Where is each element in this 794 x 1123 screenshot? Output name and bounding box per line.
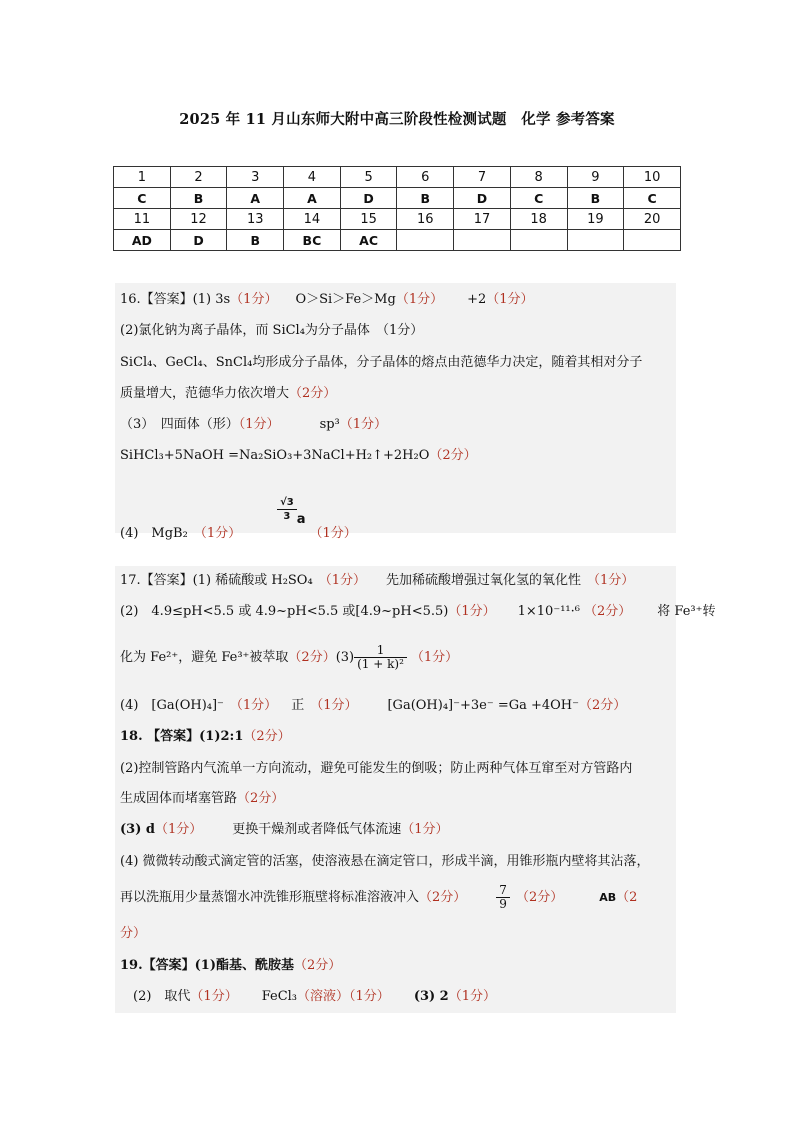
q17-part: (3) [335, 650, 355, 665]
answer-cell: D [170, 230, 227, 251]
q18-text: (2)控制管路内气流单一方向流动，避免可能发生的倒吸；防止两种气体互窜至对方管路内 [120, 761, 633, 776]
score: （2分） [289, 386, 337, 401]
question-number-cell: 4 [284, 167, 341, 188]
q18-text: 更换干燥剂或者降低气体流速 [232, 822, 402, 837]
question-number-cell: 12 [170, 209, 227, 230]
answer-cell: C [114, 188, 171, 209]
score: （1分） [230, 292, 278, 307]
answer-cell: B [170, 188, 227, 209]
answer-cell: AC [340, 230, 397, 251]
question-number-row [114, 167, 681, 188]
answer-letter-row [114, 230, 681, 251]
answer-cell [454, 230, 511, 251]
q16-line4 [120, 386, 336, 402]
answer-cell [567, 230, 624, 251]
answer-cell: A [227, 188, 284, 209]
q18-text: (4) 微微转动酸式滴定管的活塞，使溶液悬在滴定管口，形成半滴，用锥形瓶内壁将其沾落， [120, 854, 650, 869]
answer-cell: C [510, 188, 567, 209]
q16-text: 质量增大，范德华力依次增大 [120, 386, 290, 401]
q16-text: (4) MgB₂ [120, 526, 188, 541]
q16-text: (2)氯化钠为离子晶体，而 SiCl₄为分子晶体 [120, 323, 370, 338]
q16-line3 [120, 355, 642, 371]
question-number-cell: 7 [454, 167, 511, 188]
fraction-denominator: (1 + k)² [357, 657, 404, 671]
q17-answer: 正 [291, 698, 305, 713]
score: （2分） [515, 890, 564, 905]
score: （1分） [395, 292, 444, 307]
score: （1分） [193, 526, 242, 541]
q18-line1 [120, 729, 291, 745]
question-number-cell: 19 [567, 209, 624, 230]
answer-cell: C [624, 188, 681, 209]
fraction [354, 644, 407, 671]
q19-head: 19.【答案】(1)酯基、酰胺基 [120, 958, 294, 973]
q17-equation: [Ga(OH)₄]⁻+3e⁻ =Ga +4OH⁻ [387, 698, 580, 713]
q19-answer: (2) 取代 [133, 989, 191, 1004]
q18-line2 [120, 761, 632, 777]
question-number-cell: 6 [397, 167, 454, 188]
answer-letter-row [114, 188, 681, 209]
answer-cell: B [397, 188, 454, 209]
score: （2分） [293, 958, 342, 973]
q16-answer: O＞Si＞Fe＞Mg [295, 292, 396, 307]
q18-text: 再以洗瓶用少量蒸馏水冲洗锥形瓶壁将标准溶液冲入 [120, 890, 420, 905]
q16-answer: +2 [467, 292, 487, 307]
question-number-cell: 14 [284, 209, 341, 230]
question-number-cell: 15 [340, 209, 397, 230]
question-number-row [114, 209, 681, 230]
q19-line2 [133, 989, 496, 1005]
q18-head: 18. 【答案】(1)2:1 [120, 729, 244, 744]
q18-text: 生成固体而堵塞管路 [120, 791, 238, 806]
q19-answer: FeCl₃ [261, 989, 298, 1004]
question-number-cell: 11 [114, 209, 171, 230]
fraction [496, 884, 510, 911]
score: （2分） [583, 604, 632, 619]
fraction-numerator: 1 [354, 644, 407, 658]
score: （1分） [190, 989, 238, 1004]
score: （溶液）（1分） [297, 989, 390, 1004]
q19-line1 [120, 958, 341, 974]
q17-text: 将 Fe³⁺转 [657, 604, 716, 619]
q18-line5 [120, 854, 650, 870]
q17-19-panel [115, 566, 676, 1013]
q17-answer: (2) 4.9≤pH<5.5 或 4.9~pH<5.5 或[4.9~pH<5.5) [120, 604, 449, 619]
q16-line5 [120, 417, 387, 433]
score: （1分） [238, 417, 280, 432]
fraction [277, 496, 297, 523]
q16-line6 [120, 448, 477, 464]
q16-line7 [120, 496, 357, 554]
answer-cell: A [284, 188, 341, 209]
q18-answer: (3) d [120, 822, 155, 837]
q17-line2 [120, 604, 715, 620]
q18-answer: AB [599, 891, 617, 904]
question-number-cell: 2 [170, 167, 227, 188]
question-number-cell: 9 [567, 167, 624, 188]
fraction-denominator: 9 [499, 897, 507, 911]
answer-cell: BC [284, 230, 341, 251]
score: （2 [616, 890, 638, 905]
fraction-numerator: √3 [277, 496, 297, 510]
question-number-cell: 16 [397, 209, 454, 230]
score: （1分） [310, 698, 358, 713]
question-number-cell: 5 [340, 167, 397, 188]
answer-cell: B [227, 230, 284, 251]
answer-cell [397, 230, 454, 251]
q16-head: 16.【答案】(1) 3s [120, 292, 231, 307]
q16-text: （3） 四面体（形） [120, 417, 239, 432]
score: （1分） [375, 323, 424, 338]
question-number-cell: 1 [114, 167, 171, 188]
score: （1分） [318, 573, 366, 588]
score: （2分） [243, 729, 291, 744]
score: （1分） [401, 822, 449, 837]
score: （1分） [229, 698, 278, 713]
question-number-cell: 20 [624, 209, 681, 230]
fraction-denominator: 3 [283, 511, 291, 522]
score: （2分） [237, 791, 285, 806]
score: （1分） [154, 822, 203, 837]
q16-line2 [120, 323, 423, 339]
score: （2分） [288, 650, 336, 665]
q17-answer: 先加稀硫酸增强过氧化氢的氧化性 [385, 573, 581, 588]
answer-cell [510, 230, 567, 251]
score: （1分） [486, 292, 534, 307]
q17-answer: 1×10⁻¹¹·⁶ [517, 604, 580, 619]
answer-table [113, 166, 681, 251]
question-number-cell: 10 [624, 167, 681, 188]
page-title: 2025 年 11 月山东师大附中高三阶段性检测试题 化学 参考答案 [179, 111, 615, 128]
q16-answer: sp³ [319, 417, 340, 432]
score: （2分） [419, 890, 467, 905]
answer-cell: B [567, 188, 624, 209]
q18-line6 [120, 880, 637, 916]
q18-line3 [120, 791, 284, 807]
score: （1分） [410, 650, 459, 665]
q16-text: SiCl₄、GeCl₄、SnCl₄均形成分子晶体，分子晶体的熔点由范德华力决定，随着其相对分子 [120, 355, 643, 370]
answer-cell: AD [114, 230, 171, 251]
score: （1分） [586, 573, 635, 588]
q17-line4 [120, 698, 626, 714]
score: （2分） [429, 448, 477, 463]
q18-line4 [120, 822, 449, 838]
answer-cell: D [454, 188, 511, 209]
q17-line1 [120, 573, 634, 589]
question-number-cell: 8 [510, 167, 567, 188]
score: （1分） [339, 417, 388, 432]
question-number-cell: 17 [454, 209, 511, 230]
q17-text: 化为 Fe²⁺，避免 Fe³⁺被萃取 [120, 650, 289, 665]
fraction-numerator: 7 [496, 884, 510, 898]
answer-cell [624, 230, 681, 251]
q17-line3 [120, 640, 458, 676]
question-number-cell: 18 [510, 209, 567, 230]
q18-line7 [120, 926, 146, 942]
score: （1分） [309, 526, 357, 541]
score: （2分） [579, 698, 627, 713]
q17-head: 17.【答案】(1) 稀硫酸或 H₂SO₄ [120, 573, 313, 588]
score: （1分） [448, 604, 496, 619]
q19-answer: (3) 2 [413, 989, 449, 1004]
q17-answer: (4) [Ga(OH)₄]⁻ [120, 698, 224, 713]
q16-equation: SiHCl₃+5NaOH =Na₂SiO₃+3NaCl+H₂↑+2H₂O [120, 448, 430, 463]
q16-line1 [120, 292, 534, 308]
score: （1分） [448, 989, 497, 1004]
question-number-cell: 3 [227, 167, 284, 188]
score: 分） [120, 926, 147, 941]
question-number-cell: 13 [227, 209, 284, 230]
answer-cell: D [340, 188, 397, 209]
variable: a [296, 512, 306, 527]
